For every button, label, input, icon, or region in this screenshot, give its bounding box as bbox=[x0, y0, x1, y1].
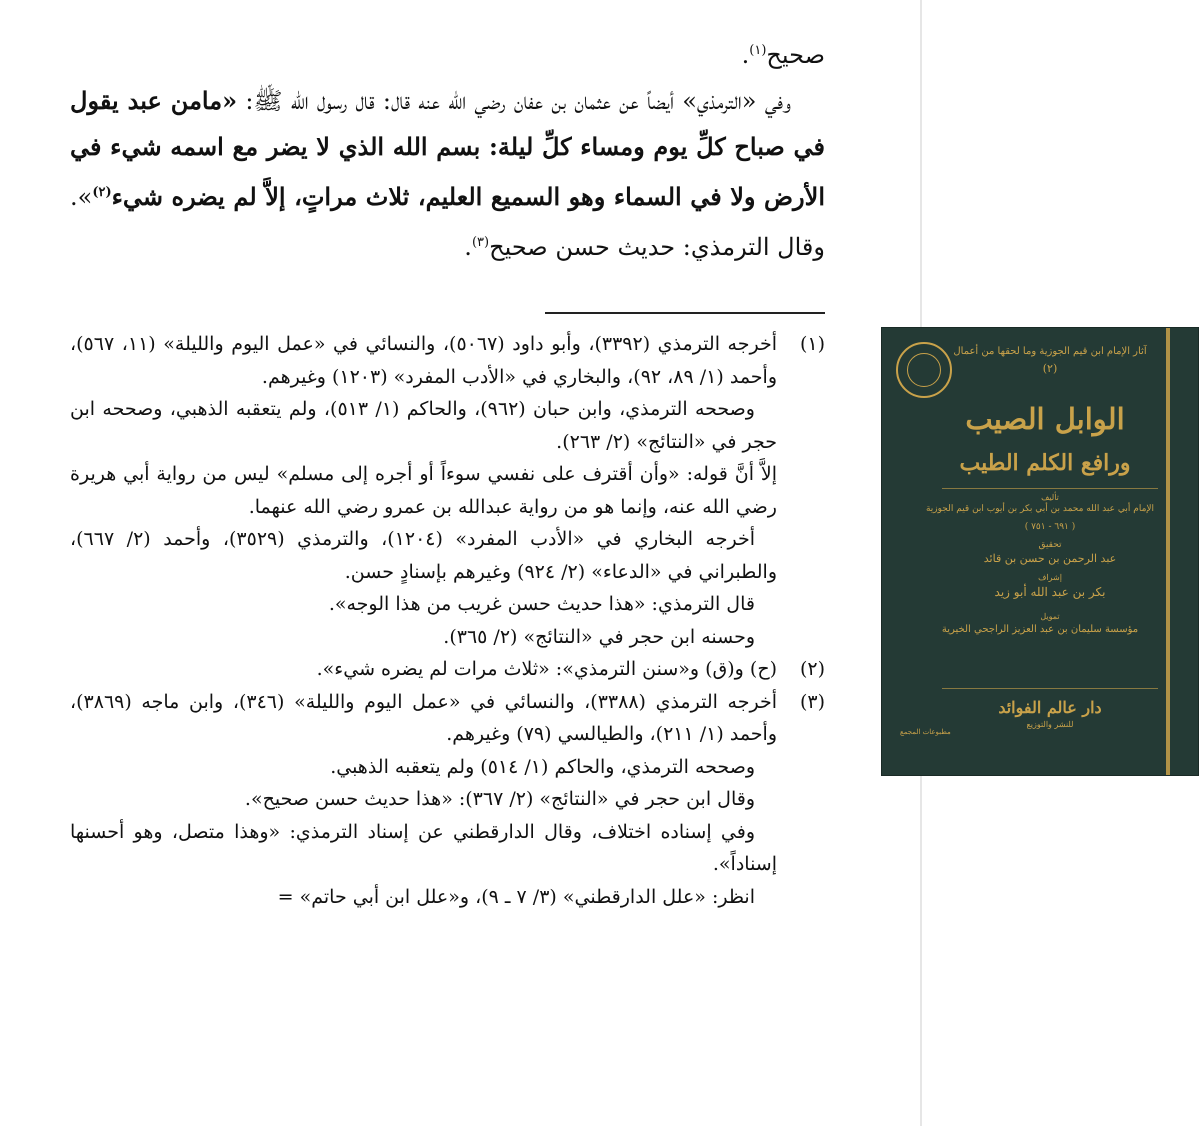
cover-author: الإمام أبي عبد الله محمد بن أبي بكر بن أيوب ابن قيم الجوزية bbox=[925, 504, 1155, 514]
cover-title: الوابل الصيب bbox=[965, 402, 1125, 436]
footnote-para: (ح) و(ق) و«سنن الترمذي»: «ثلاث مرات لم يضره شيء». bbox=[316, 658, 777, 680]
cover-funder: مؤسسة سليمان بن عبد العزيز الراجحي الخيرية bbox=[941, 624, 1139, 635]
cover-volume: (٢) bbox=[1042, 362, 1058, 375]
footnote-1 bbox=[70, 328, 825, 653]
cover-supervisor-label: إشراف bbox=[1038, 573, 1062, 582]
cover-editor-label: تحقيق bbox=[1038, 540, 1062, 550]
footnote-para: وحسنه ابن حجر في «النتائج» (٢/ ٣٦٥). bbox=[443, 625, 755, 648]
cover-spine-stripe bbox=[1166, 328, 1170, 775]
footnote-para: وقال ابن حجر في «النتائج» (٢/ ٣٦٧): «هذا حديث حسن صحيح». bbox=[244, 788, 755, 810]
footnote-separator bbox=[545, 312, 825, 314]
footnote-number: (٢) bbox=[799, 658, 825, 680]
footnote-para: وصححه الترمذي، وابن حبان (٩٦٢)، والحاكم (١/ ٥١٣)، ولم يتعقبه الذهبي، وصححه ابن حجر في «النتائج» (٢/ ٢٦٣). bbox=[70, 398, 777, 453]
cover-publisher-sub: للنشر والتوزيع bbox=[1026, 720, 1074, 729]
footnote-number: (١) bbox=[799, 333, 825, 355]
p1-outro: ». وقال الترمذي: حديث حسن صحيح bbox=[70, 183, 825, 261]
footnote-para: أخرجه البخاري في «الأدب المفرد» (١٢٠٤)، والترمذي (٣٥٢٩)، وأحمد (٢/ ٦٦٧)، والطبراني في «الدعاء» (٢/ ٩٢٤) وغيرهم بإسنادٍ حسن. bbox=[70, 528, 777, 583]
footnote-body bbox=[70, 686, 777, 914]
footnote-body bbox=[70, 653, 777, 686]
main-text bbox=[70, 28, 825, 270]
footnote-3 bbox=[70, 686, 825, 914]
footnote-ref-2[interactable]: (٢) bbox=[92, 185, 112, 200]
footnote-para: أخرجه الترمذي (٣٣٨٨)، والنسائي في «عمل اليوم والليلة» (٣٤٦)، وابن ماجه (٣٨٦٩)، وأحمد (١/ ٢١١)، والطيالسي (٧٩) وغيرهم. bbox=[70, 690, 777, 745]
footnote-para: إلاَّ أنَّ قوله: «وأن أقترف على نفسي سوءاً أو أجره إلى مسلم» ليس من رواية أبي هريرة رضي الله عنه، وإنما هو من رواية عبدالله بن عمرو رضي الله عنهما. bbox=[70, 463, 777, 518]
main-line-0: صحيح$^{(١)}$. bbox=[741, 41, 825, 69]
hadith-body: «مامن عبد يقول في صباح كلِّ يوم ومساء كلِّ ليلة: بسم الله الذي لا يضر مع اسمه شيء في الأرض ولا في السماء وهو السميع العليم، ثلاث مراتٍ، إلاَّ لم يضره شيء bbox=[70, 86, 825, 211]
footnote-para: وفي إسناده اختلاف، وقال الدارقطني عن إسناد الترمذي: «وهذا متصل، وهو أحسنها إسناداً». bbox=[70, 820, 777, 875]
cover-rule bbox=[942, 488, 1158, 489]
footnote-para: أخرجه الترمذي (٣٣٩٢)، وأبو داود (٥٠٦٧)، والنسائي في «عمل اليوم والليلة» (١١، ٥٦٧)، وأحمد (١/ ٨٩، ٩٢)، والبخاري في «الأدب المفرد» (١٢٠٣) وغيرهم. bbox=[70, 333, 777, 388]
cover-rule bbox=[942, 688, 1158, 689]
p1-intro: وفي «الترمذي» أيضاً عن عثمان بن عفان رضي الله عنه قال: قال رسول الله ﷺ: bbox=[237, 87, 791, 115]
book-cover-image bbox=[881, 327, 1199, 776]
cover-subtitle: ورافع الكلم الطيب bbox=[959, 450, 1131, 476]
cover-publisher: دار عالم الفوائد bbox=[998, 698, 1102, 717]
cover-badge: مطبوعات المجمع bbox=[900, 728, 951, 736]
cover-years: ( ٦٩١ - ٧٥١ ) bbox=[1024, 522, 1076, 532]
main-paragraph-1: وفي «الترمذي» أيضاً عن عثمان بن عفان رضي الله عنه قال: قال رسول الله ﷺ: «مامن عبد يقول في صباح كلِّ يوم ومساء كلِّ ليلة: بسم الله الذي لا يضر مع اسمه شيء في الأرض ولا في السماء وهو السميع العليم، ثلاث مراتٍ، إلاَّ لم يضره شيء$^{(٢)}$». وقال الترمذي: حديث حسن صحيح$^{(٣)}$. bbox=[70, 86, 825, 261]
footnote-2 bbox=[70, 653, 825, 686]
footnote-para: وصححه الترمذي، والحاكم (١/ ٥١٤) ولم يتعقبه الذهبي. bbox=[330, 755, 755, 778]
footnote-para: قال الترمذي: «هذا حديث حسن غريب من هذا الوجه». bbox=[328, 593, 755, 615]
book-page bbox=[70, 28, 825, 1126]
footnotes bbox=[70, 328, 825, 913]
footnote-ref-1[interactable]: (١) bbox=[749, 43, 767, 58]
footnote-ref-3[interactable]: (٣) bbox=[471, 235, 490, 250]
cover-editor: عبد الرحمن بن حسن بن قائد bbox=[983, 552, 1117, 565]
footnote-para: انظر: «علل الدارقطني» (٣/ ٧ ـ ٩)، و«علل ابن أبي حاتم» = bbox=[277, 885, 755, 908]
cover-supervisor: بكر بن عبد الله أبو زيد bbox=[994, 585, 1106, 599]
cover-funder-label: تمويل bbox=[1040, 612, 1060, 621]
cover-author-label: تأليف bbox=[1041, 493, 1059, 502]
main-line-0-text: صحيح bbox=[766, 41, 825, 69]
footnote-number: (٣) bbox=[799, 690, 825, 713]
cover-series: آثار الإمام ابن قيم الجوزية وما لحقها من أعمال bbox=[953, 346, 1147, 357]
footnote-body bbox=[70, 328, 777, 653]
